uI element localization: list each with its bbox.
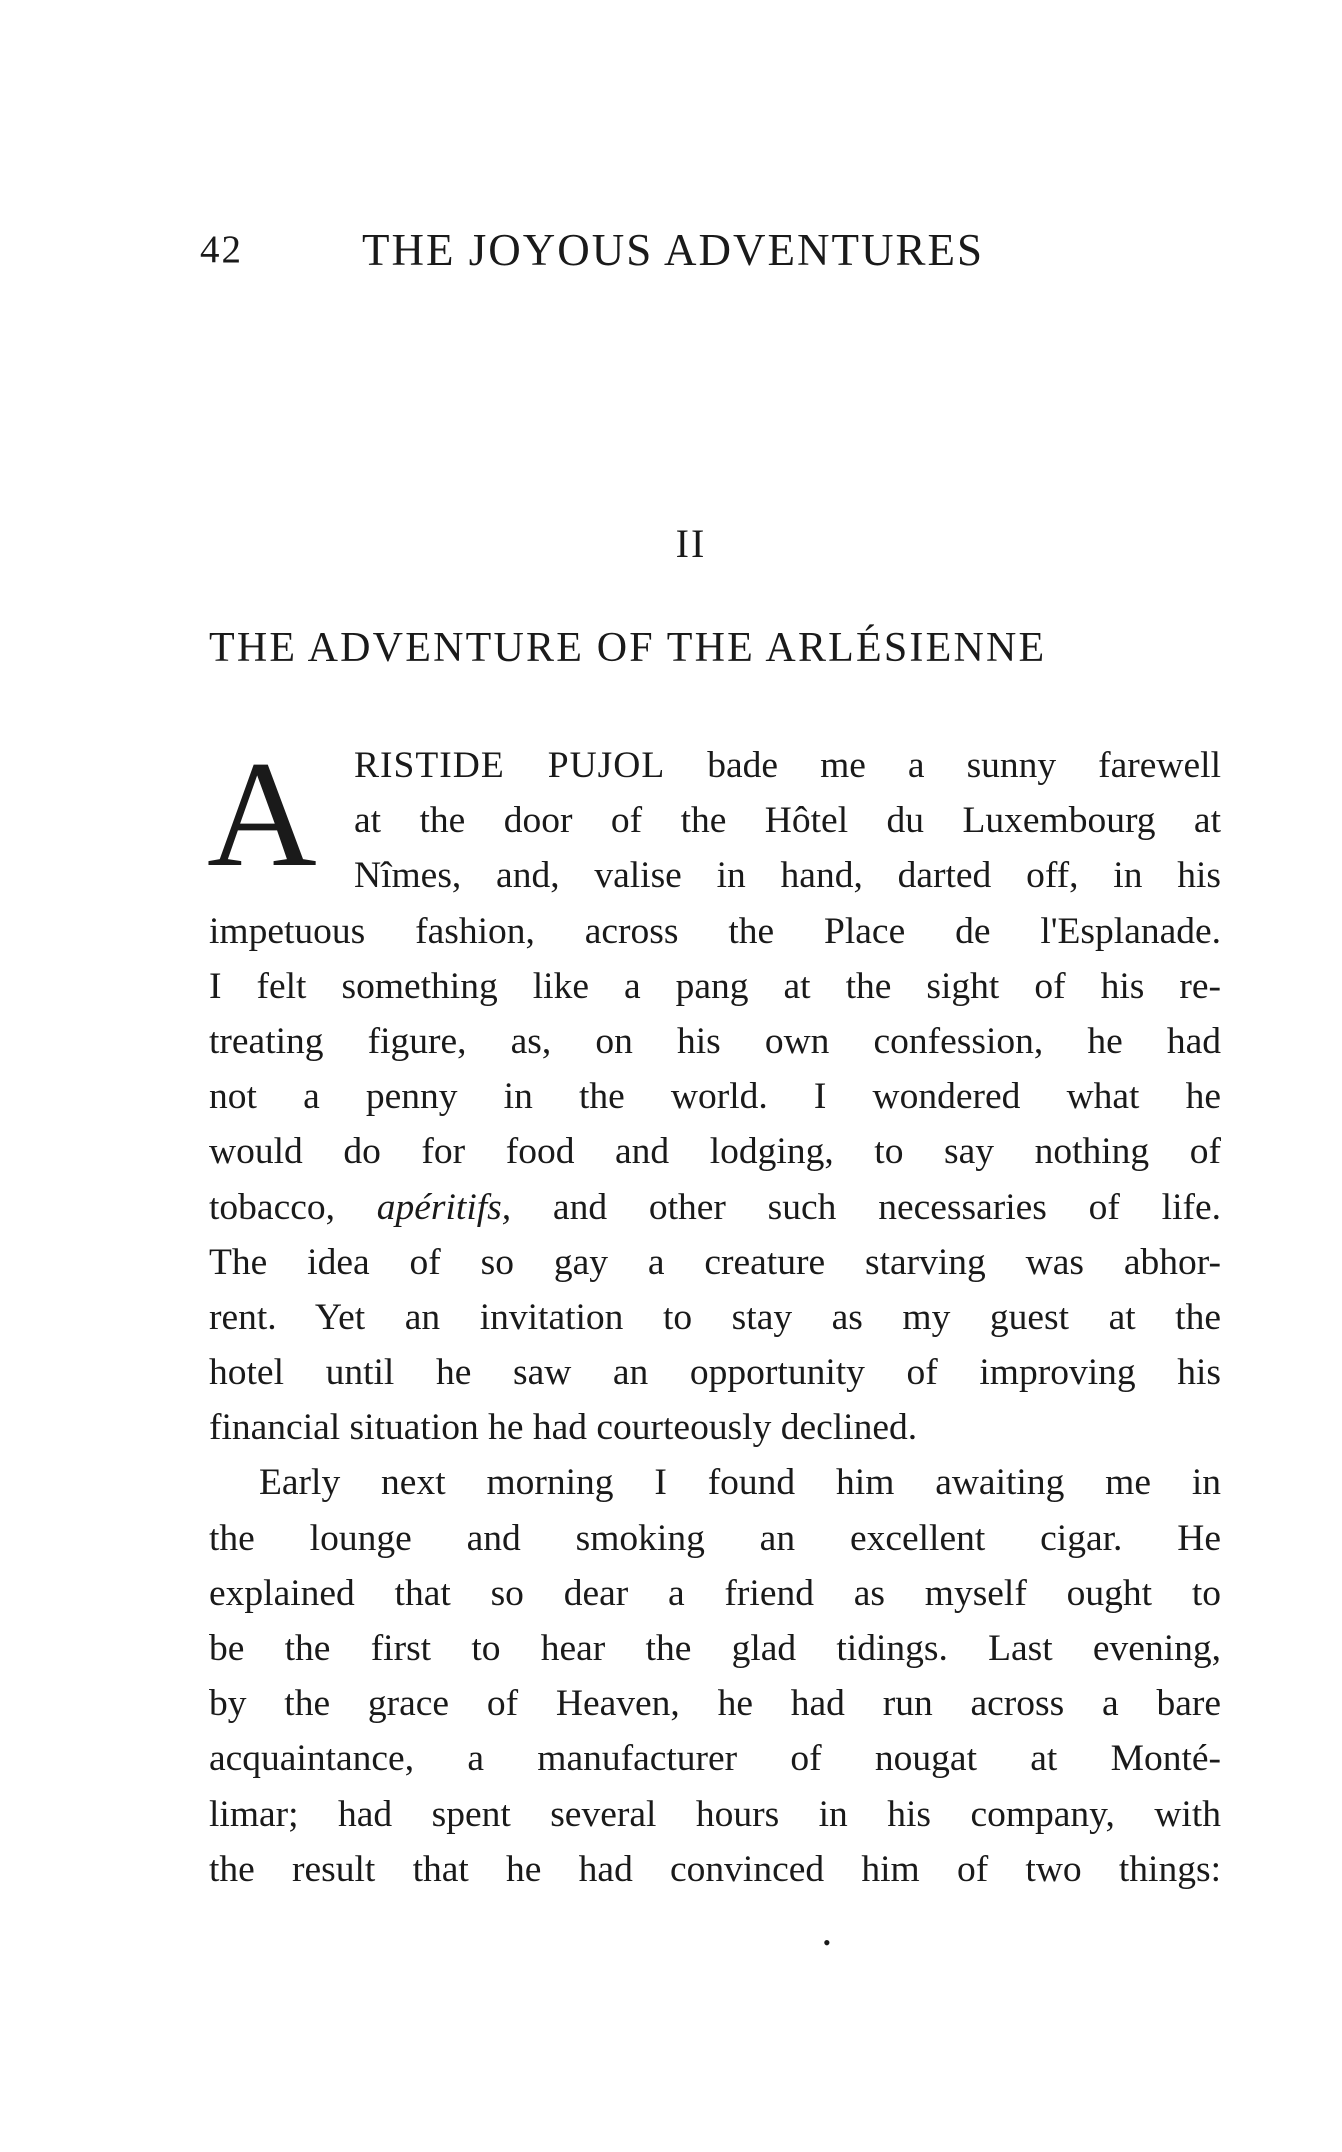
italic-term: apéritifs, [376,1186,512,1228]
chapter-number: II [675,521,707,566]
text-line: limar; had spent several hours in his company, with [209,1793,1221,1835]
text-line: would do for food and lodging, to say nothing of [209,1131,1221,1173]
text-line: by the grace of Heaven, he had run across a bare [209,1683,1221,1725]
page-number: 42 [200,228,243,271]
text-line: financial situation he had courteously declined. [209,1407,918,1449]
text-line: Nîmes, and, valise in hand, darted off, in his [354,855,1221,897]
text-line: treating figure, as, on his own confession, he had [209,1020,1221,1062]
paragraph-2 [209,1455,1221,1897]
printer-mark: • [823,1930,831,1955]
text-line: Early next morning I found him awaiting me in [259,1462,1221,1504]
paragraph-1 [207,730,1221,1455]
book-title: THE JOYOUS ADVENTURES [362,225,985,275]
running-head [200,222,1100,278]
text-line: The idea of so gay a creature starving was abhor- [209,1241,1221,1283]
chapter-title: THE ADVENTURE OF THE ARLÉSIENNE [209,625,1047,671]
character-name: RISTIDE PUJOL [354,745,666,786]
text-line: impetuous fashion, across the Place de l'Esplanade. [209,910,1221,952]
text-line: acquaintance, a manufacturer of nougat at Monté- [209,1738,1221,1780]
text-line: be the first to hear the glad tidings. Last evening, [209,1628,1221,1669]
text-line: I felt something like a pang at the sight of his re- [209,965,1221,1007]
drop-cap: A [207,730,317,898]
text-line: explained that so dear a friend as myself ought to [209,1572,1221,1614]
text-line: rent. Yet an invitation to stay as my guest at the [209,1296,1221,1338]
text-line: the lounge and smoking an excellent cigar. He [209,1517,1221,1559]
text-line: at the door of the Hôtel du Luxembourg at [354,800,1221,842]
body-text [207,730,1221,1897]
text-line: RISTIDE PUJOL bade me a sunny farewell [354,745,1221,786]
text-line: the result that he had convinced him of two things: [209,1848,1221,1890]
text-line: tobacco, apéritifs, and other such necessaries of life. [209,1186,1221,1228]
text-line: hotel until he saw an opportunity of improving his [209,1352,1221,1394]
text-line: not a penny in the world. I wondered what he [209,1076,1221,1118]
